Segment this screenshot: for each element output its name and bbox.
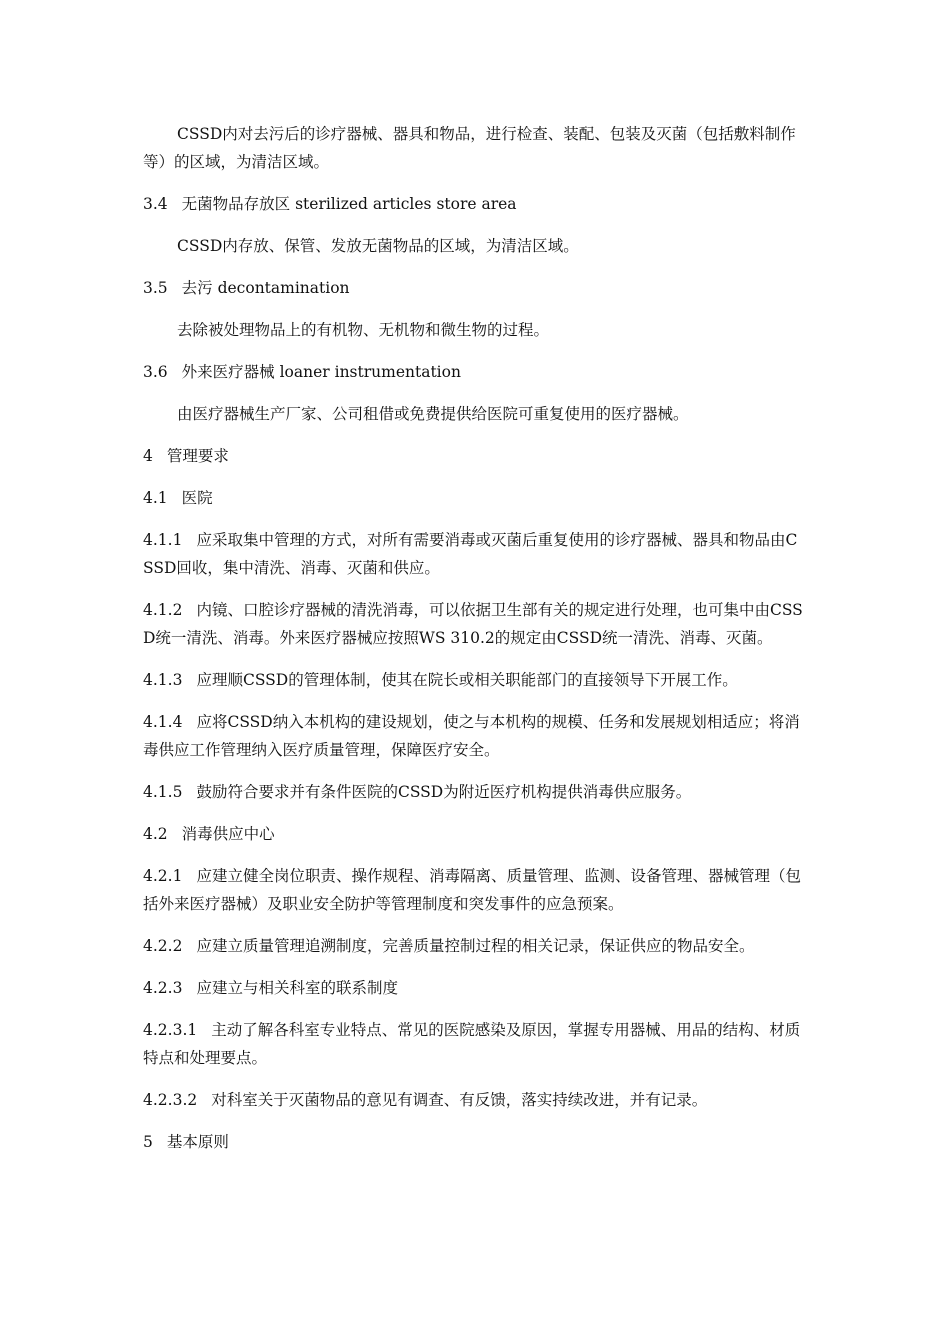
clause-4-1-5	[143, 778, 807, 806]
clause-number: 4.2.3.1	[143, 1021, 198, 1039]
section-heading-3-6	[143, 358, 807, 386]
clause-text: 应采取集中管理的方式，对所有需要消毒或灭菌后重复使用的诊疗器械、器具和物品由CSSD回收，集中清洗、消毒、灭菌和供应。	[143, 531, 798, 577]
clause-text: 鼓励符合要求并有条件医院的CSSD为附近医疗机构提供消毒供应服务。	[196, 783, 692, 801]
section-title: 消毒供应中心	[181, 825, 275, 843]
clause-4-1-1	[143, 526, 807, 582]
section-number: 4.2	[143, 825, 168, 843]
section-heading-3-4	[143, 190, 807, 218]
section-number: 5	[143, 1133, 153, 1151]
clause-number: 4.1.3	[143, 671, 183, 689]
clause-number: 4.2.3.2	[143, 1091, 198, 1109]
document-body	[143, 120, 807, 1170]
clause-text: 应建立质量管理追溯制度，完善质量控制过程的相关记录，保证供应的物品安全。	[196, 937, 755, 955]
section-title: 医院	[181, 489, 213, 507]
clause-number: 4.1.5	[143, 783, 183, 801]
section-number: 4	[143, 447, 153, 465]
clause-number: 4.1.4	[143, 713, 183, 731]
clause-text: 应将CSSD纳入本机构的建设规划，使之与本机构的规模、任务和发展规划相适应；将消毒供应工作管理纳入医疗质量管理，保障医疗安全。	[143, 713, 800, 759]
section-title: 基本原则	[166, 1133, 229, 1151]
section-number: 3.5	[143, 279, 168, 297]
section-title: 无菌物品存放区 sterilized articles store area	[181, 195, 517, 213]
clause-text: 应理顺CSSD的管理体制，使其在院长或相关职能部门的直接领导下开展工作。	[196, 671, 738, 689]
clause-4-1-3	[143, 666, 807, 694]
section-heading-4-2	[143, 820, 807, 848]
clause-text: 应建立与相关科室的联系制度	[196, 979, 398, 997]
section-title: 去污 decontamination	[181, 279, 350, 297]
paragraph-loaner-definition: 由医疗器械生产厂家、公司租借或免费提供给医院可重复使用的医疗器械。	[177, 405, 689, 423]
clause-4-1-4	[143, 708, 807, 764]
clause-4-2-2	[143, 932, 807, 960]
clause-4-2-3	[143, 974, 807, 1002]
paragraph-sterile-store-definition: CSSD内存放、保管、发放无菌物品的区域，为清洁区域。	[177, 237, 579, 255]
section-number: 3.6	[143, 363, 168, 381]
clause-4-2-1	[143, 862, 807, 918]
paragraph-clean-area-definition: CSSD内对去污后的诊疗器械、器具和物品，进行检查、装配、包装及灭菌（包括敷料制作等）的区域，为清洁区域。	[143, 125, 796, 171]
clause-text: 对科室关于灭菌物品的意见有调查、有反馈，落实持续改进，并有记录。	[211, 1091, 708, 1109]
section-heading-3-5	[143, 274, 807, 302]
clause-number: 4.2.1	[143, 867, 183, 885]
paragraph-decontamination-definition: 去除被处理物品上的有机物、无机物和微生物的过程。	[177, 321, 550, 339]
clause-number: 4.2.2	[143, 937, 183, 955]
section-heading-4-1	[143, 484, 807, 512]
section-number: 4.1	[143, 489, 168, 507]
section-title: 管理要求	[166, 447, 229, 465]
clause-4-2-3-1	[143, 1016, 807, 1072]
section-heading-5	[143, 1128, 807, 1156]
clause-4-2-3-2	[143, 1086, 807, 1114]
section-title: 外来医疗器械 loaner instrumentation	[181, 363, 461, 381]
clause-number: 4.1.1	[143, 531, 183, 549]
clause-text: 主动了解各科室专业特点、常见的医院感染及原因，掌握专用器械、用品的结构、材质特点和处理要点。	[143, 1021, 801, 1067]
clause-4-1-2	[143, 596, 807, 652]
section-heading-4	[143, 442, 807, 470]
clause-text: 内镜、口腔诊疗器械的清洗消毒，可以依据卫生部有关的规定进行处理，也可集中由CSSD统一清洗、消毒。外来医疗器械应按照WS 310.2的规定由CSSD统一清洗、消毒、灭菌。	[143, 601, 803, 647]
section-number: 3.4	[143, 195, 168, 213]
clause-number: 4.1.2	[143, 601, 183, 619]
clause-number: 4.2.3	[143, 979, 183, 997]
clause-text: 应建立健全岗位职责、操作规程、消毒隔离、质量管理、监测、设备管理、器械管理（包括外来医疗器械）及职业安全防护等管理制度和突发事件的应急预案。	[143, 867, 801, 913]
